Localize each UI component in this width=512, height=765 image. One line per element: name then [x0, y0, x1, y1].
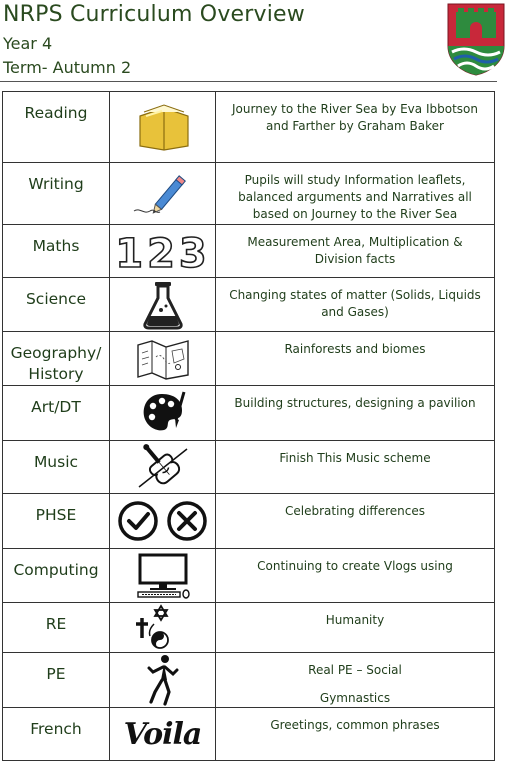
palette-icon: [140, 390, 186, 436]
school-crest-icon: [446, 2, 506, 76]
subject-science: Science: [3, 278, 110, 332]
subject-art-dt: Art/DT: [3, 386, 110, 441]
table-row: [3, 92, 495, 163]
description-writing: Pupils will study Information leaflets, balanced arguments and Narratives all based on Journey to the River Sea: [238, 173, 472, 221]
header-rule: [0, 81, 497, 82]
table-row: [3, 494, 495, 549]
subject-pe: PE: [3, 653, 110, 708]
subject-maths: Maths: [3, 225, 110, 278]
table-row: [3, 332, 495, 386]
description-music: Finish This Music scheme: [279, 451, 431, 465]
subject-computing: Computing: [3, 549, 110, 603]
subject-music: Music: [3, 441, 110, 494]
svg-text:123: 123: [114, 231, 211, 273]
map-icon: [134, 337, 192, 381]
description-re: Humanity: [325, 613, 385, 627]
description-pe-line2: Gymnastics: [319, 691, 391, 705]
table-row: [3, 603, 495, 653]
table-row: [3, 708, 495, 761]
subject-geography-history: Geography/ History: [3, 332, 110, 386]
year-label: Year 4: [3, 34, 53, 53]
curriculum-table: [2, 91, 495, 761]
description-phse: Celebrating differences: [285, 504, 425, 518]
table-row: [3, 653, 495, 708]
flask-icon: [141, 280, 185, 330]
computer-icon: [134, 553, 192, 599]
numbers-icon: [113, 229, 213, 273]
table-row: [3, 163, 495, 225]
runner-icon: [143, 654, 183, 706]
book-icon: [134, 102, 192, 152]
subject-french: French: [3, 708, 110, 761]
description-geography-history: Rainforests and biomes: [284, 342, 426, 356]
description-art-dt: Building structures, designing a pavilion: [234, 396, 476, 410]
check-cross-icon: [117, 500, 209, 542]
description-science: Changing states of matter (Solids, Liquids and Gases): [229, 288, 481, 319]
term-label: Term- Autumn 2: [3, 58, 132, 77]
religious-symbols-icon: [134, 604, 192, 652]
subject-reading: Reading: [3, 92, 110, 163]
subject-re: RE: [3, 603, 110, 653]
description-maths: Measurement Area, Multiplication & Division facts: [247, 235, 463, 266]
subject-phse: PHSE: [3, 494, 110, 549]
pencil-icon: [130, 167, 196, 221]
description-french: Greetings, common phrases: [270, 718, 440, 732]
table-row: [3, 386, 495, 441]
table-row: [3, 549, 495, 603]
table-row: [3, 225, 495, 278]
violin-icon: [133, 441, 193, 493]
subject-writing: Writing: [3, 163, 110, 225]
table-row: [3, 441, 495, 494]
table-row: [3, 278, 495, 332]
description-reading: Journey to the River Sea by Eva Ibbotson and Farther by Graham Baker: [232, 102, 478, 133]
description-computing: Continuing to create Vlogs using: [257, 559, 453, 573]
page-title: NRPS Curriculum Overview: [3, 2, 305, 27]
voila-icon: Voila: [123, 716, 202, 752]
description-pe-line1: Real PE – Social: [308, 663, 402, 677]
